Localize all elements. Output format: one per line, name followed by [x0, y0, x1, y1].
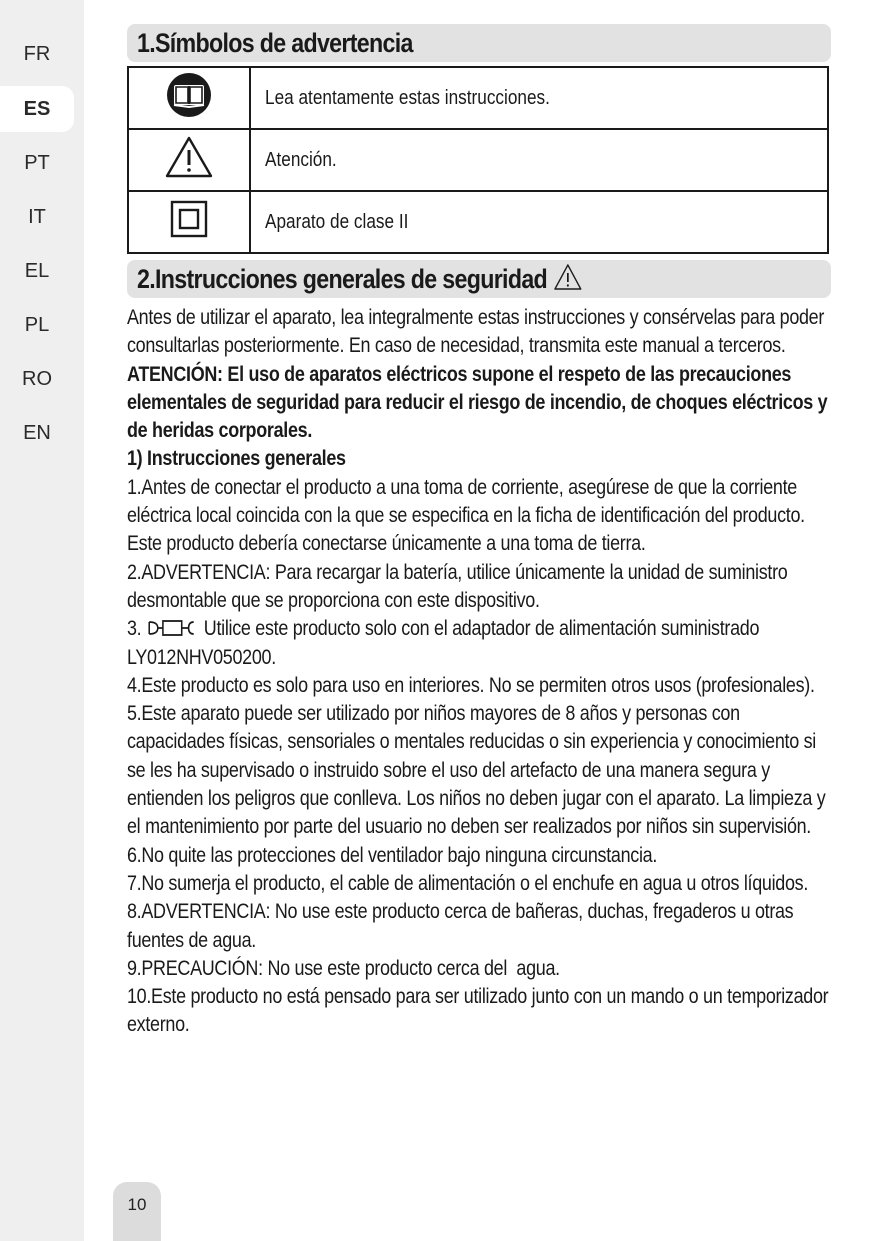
symbol-row	[128, 67, 828, 129]
adapter-plug-icon	[146, 618, 199, 638]
instruction-item-4: 4.Este producto es solo para uso en interiores. No se permiten otros usos (profesionales).	[127, 673, 815, 697]
page-content	[127, 24, 831, 1040]
item-3-number: 3.	[127, 617, 142, 641]
symbol-icon-cell	[128, 129, 250, 191]
page-number: 10	[113, 1182, 161, 1241]
warning-triangle-icon	[164, 135, 214, 179]
instruction-item-5: 5.Este aparato puede ser utilizado por niños mayores de 8 años y personas con capacidades físicas, sensoriales o mentales reducidas o sin experiencia y conocimiento si se les ha supervisado o instruido sobre el uso del artefacto de una manera segura y entienden los peligros que conlleva. Los niños no deben jugar con el aparato. La limpieza y el mantenimiento por parte del usuario no deben ser realizados por niños sin supervisión.	[127, 702, 826, 839]
book-icon	[165, 72, 213, 118]
symbol-row	[128, 129, 828, 191]
lang-tab-pl[interactable]: PL	[24, 314, 50, 336]
lang-tab-en[interactable]: EN	[23, 422, 51, 444]
section-2-title	[137, 263, 582, 295]
symbol-row	[128, 191, 828, 253]
symbol-description: Aparato de clase II	[265, 210, 409, 233]
symbol-description: Lea atentamente estas instrucciones.	[265, 86, 550, 109]
instruction-item-3	[127, 615, 830, 672]
language-sidebar	[0, 0, 84, 1241]
instruction-item-6: 6.No quite las protecciones del ventilador bajo ninguna circunstancia.	[127, 843, 658, 867]
lang-tab-fr[interactable]: FR	[23, 43, 51, 65]
instruction-item-8: 8.ADVERTENCIA: No use este producto cerca de bañeras, duchas, fregaderos u otras fuentes de agua.	[127, 900, 794, 952]
instruction-item-1: 1.Antes de conectar el producto a una toma de corriente, asegúrese de que la corriente eléctrica local coincida con la que se especifica en la ficha de identificación del producto. Este producto debería conectarse únicamente a una toma de tierra.	[127, 475, 805, 556]
symbol-text-cell	[250, 67, 828, 129]
symbol-description: Atención.	[265, 148, 337, 171]
section-2-title-text: 2.Instrucciones generales de seguridad	[137, 264, 548, 294]
class-ii-double-square-icon	[169, 200, 209, 238]
section-1-heading	[127, 24, 831, 62]
symbols-table	[127, 66, 829, 254]
warning-triangle-icon	[553, 263, 582, 291]
lang-tab-ro[interactable]: RO	[22, 368, 52, 390]
instruction-item-7: 7.No sumerja el producto, el cable de alimentación o el enchufe en agua u otros líquidos.	[127, 871, 809, 895]
lang-tab-pt[interactable]: PT	[24, 152, 50, 174]
section-2-heading	[127, 260, 831, 298]
instruction-item-10: 10.Este producto no está pensado para ser utilizado junto con un mando o un temporizador externo.	[127, 985, 829, 1037]
instruction-item-2: 2.ADVERTENCIA: Para recargar la batería, utilice únicamente la unidad de suministro desmontable que se proporciona con este dispositivo.	[127, 560, 788, 612]
lang-tab-it[interactable]: IT	[28, 206, 46, 228]
symbol-icon-cell	[128, 67, 250, 129]
symbol-icon-cell	[128, 191, 250, 253]
subheading-general: 1) Instrucciones generales	[127, 447, 346, 471]
safety-instructions-body	[127, 304, 829, 1040]
symbol-text-cell	[250, 129, 828, 191]
section-1-title: 1.Símbolos de advertencia	[137, 27, 413, 58]
intro-paragraph: Antes de utilizar el aparato, lea integralmente estas instrucciones y consérvelas para poder consultarlas posteriormente. En caso de necesidad, transmita este manual a terceros.	[127, 306, 825, 358]
item-3-text: Utilice este producto solo con el adaptador de alimentación suministrado LY012NHV050200.	[127, 617, 760, 669]
lang-tab-el[interactable]: EL	[24, 260, 50, 282]
instruction-item-9: 9.PRECAUCIÓN: No use este producto cerca del agua.	[127, 956, 560, 980]
warning-paragraph: ATENCIÓN: El uso de aparatos eléctricos supone el respeto de las precauciones elementales de seguridad para reducir el riesgo de incendio, de choques eléctricos y de heridas corporales.	[127, 362, 828, 443]
lang-tab-es[interactable]: ES	[0, 86, 74, 132]
symbol-text-cell	[250, 191, 828, 253]
